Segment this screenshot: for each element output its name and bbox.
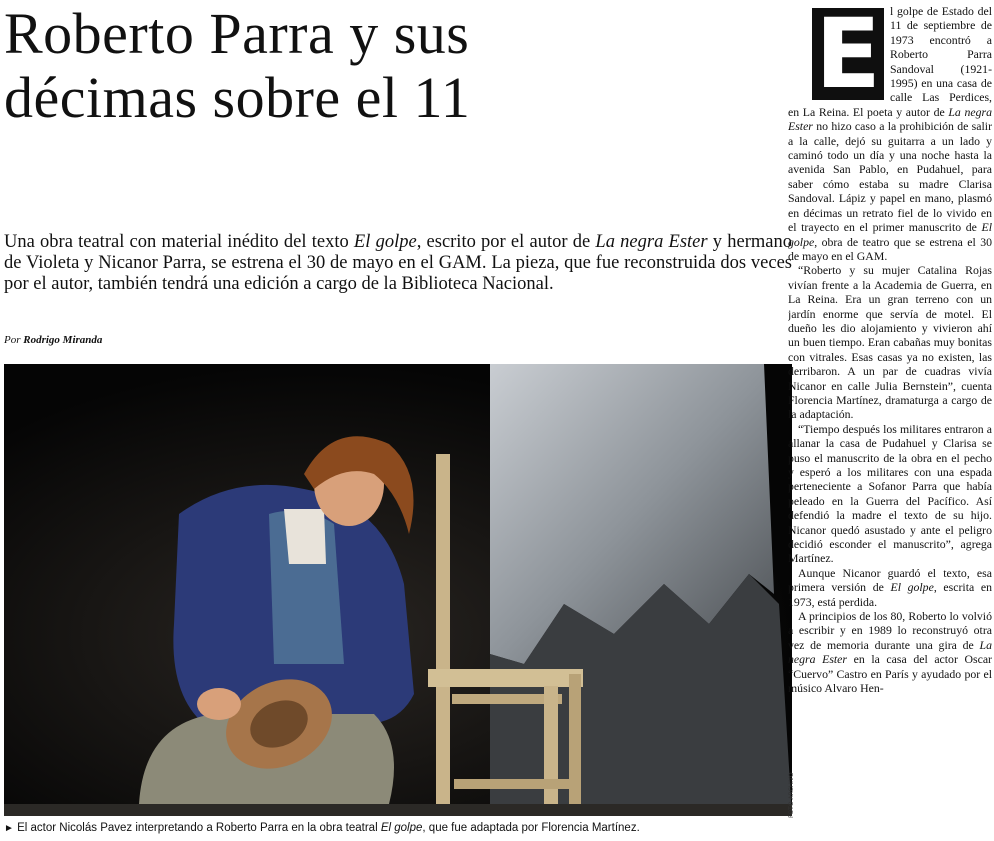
article-photo xyxy=(4,364,792,816)
body-paragraph-1 xyxy=(788,4,992,263)
body-paragraph-4 xyxy=(788,566,992,609)
caption-arrow-icon: ► xyxy=(4,823,14,834)
body-p1-text-c: , obra de teatro que se estrena el 30 de mayo en el GAM. xyxy=(788,234,992,263)
body-p1-text-b: no hizo caso a la prohibición de salir a la calle, dejó su guitarra a un lado y caminó todo un día y una noche hasta la avenida San Pablo, en Pudahuel, para saber cómo estaba su madre Clarisa Sandoval. Lápiz y papel en mano, plasmó en décimas un retrato fiel de lo vivido en el trayecto en el primer manuscrito de xyxy=(788,119,992,235)
body-paragraph-2: “Roberto y su mujer Catalina Rojas vivían frente a la Academia de Guerra, en La Reina. Era un gran terreno con un jardín enorme que servía de motel. El dueño les dio alojamiento y vivieron ahí un buen tiempo. Eran cabañas muy bonitas con vitrales. Esas casas ya no existen, las derribaron. A un par de cuadras vivía Nicanor en calle Julia Bernstein”, cuenta Florencia Martínez, dramaturga a cargo de la adaptación. xyxy=(788,263,992,422)
article-headline xyxy=(4,2,724,130)
body-paragraph-5 xyxy=(788,609,992,695)
lede-text-3: y hermano de Violeta y Nicanor Parra, se estrena el 30 de mayo en el GAM. La pieza, que fue reconstruida dos veces por el autor, también tendrá una edición a cargo de la Biblioteca Nacional. xyxy=(4,232,792,294)
caption-text-1: El actor Nicolás Pavez interpretando a Roberto Parra en la obra teatral xyxy=(17,822,381,834)
body-p5-title: La negra Ester xyxy=(788,637,992,667)
lede-text-2: , escrito por el autor de xyxy=(416,232,596,252)
lede-title-negra-ester: La negra Ester xyxy=(595,232,708,252)
headline-line-2: décimas sobre el 11 xyxy=(4,65,471,130)
body-p1-title-2: El golpe xyxy=(788,220,992,249)
byline-prefix: Por xyxy=(4,334,21,346)
article-lede xyxy=(4,232,792,295)
body-p4-text-a: Aunque Nicanor guardó el texto, esa primera versión de xyxy=(788,565,992,595)
body-p1-text-a: l golpe de Estado del 11 de septiembre de 1973 encontró a Roberto Parra Sandoval (1921-1995) en una casa de calle Las Perdices, en La Reina. El poeta y autor de xyxy=(788,4,992,119)
headline-line-1: Roberto Parra y sus xyxy=(4,1,470,66)
lede-text-1: Una obra teatral con material inédito del texto xyxy=(4,232,354,252)
photo-credit: FOTO ARCHIVO xyxy=(788,772,795,818)
body-p4-text-b: , escrita en 1973, está perdida. xyxy=(788,580,992,609)
body-p5-text-b: en la casa del actor Oscar “Cuervo” Castro en París y ayudado por el músico Alvaro Hen- xyxy=(788,652,992,696)
caption-text-2: , que fue adaptada por Florencia Martínez. xyxy=(422,822,640,834)
stage-floor xyxy=(4,804,792,816)
drop-cap: E xyxy=(812,8,884,100)
body-p5-text-a: A principios de los 80, Roberto lo volvió a escribir y en 1989 lo reconstruyó otra vez de memoria durante una gira de xyxy=(788,609,992,652)
stage-photo-illustration xyxy=(4,364,792,816)
byline-author: Rodrigo Miranda xyxy=(23,334,103,346)
photo-caption xyxy=(4,822,794,834)
body-p1-title-1: La negra Ester xyxy=(788,104,992,134)
caption-title: El golpe xyxy=(380,822,423,834)
lede-title-el-golpe: El golpe xyxy=(353,232,417,252)
article-body xyxy=(788,4,992,841)
byline xyxy=(4,334,102,346)
body-p4-title: El golpe xyxy=(890,580,934,595)
body-paragraph-3: “Tiempo después los militares entraron a allanar la casa de Pudahuel y Clarisa se puso el manuscrito de la obra en el pecho y esperó a los militares con una espada perteneciente a Sofanor Parra que había peleado en la Guerra del Pacífico. Así defendió la madre el texto de su hijo. Nicanor quedó asustado y ante el peligro decidió esconder el manuscrito”, agrega Martínez. xyxy=(788,421,992,566)
